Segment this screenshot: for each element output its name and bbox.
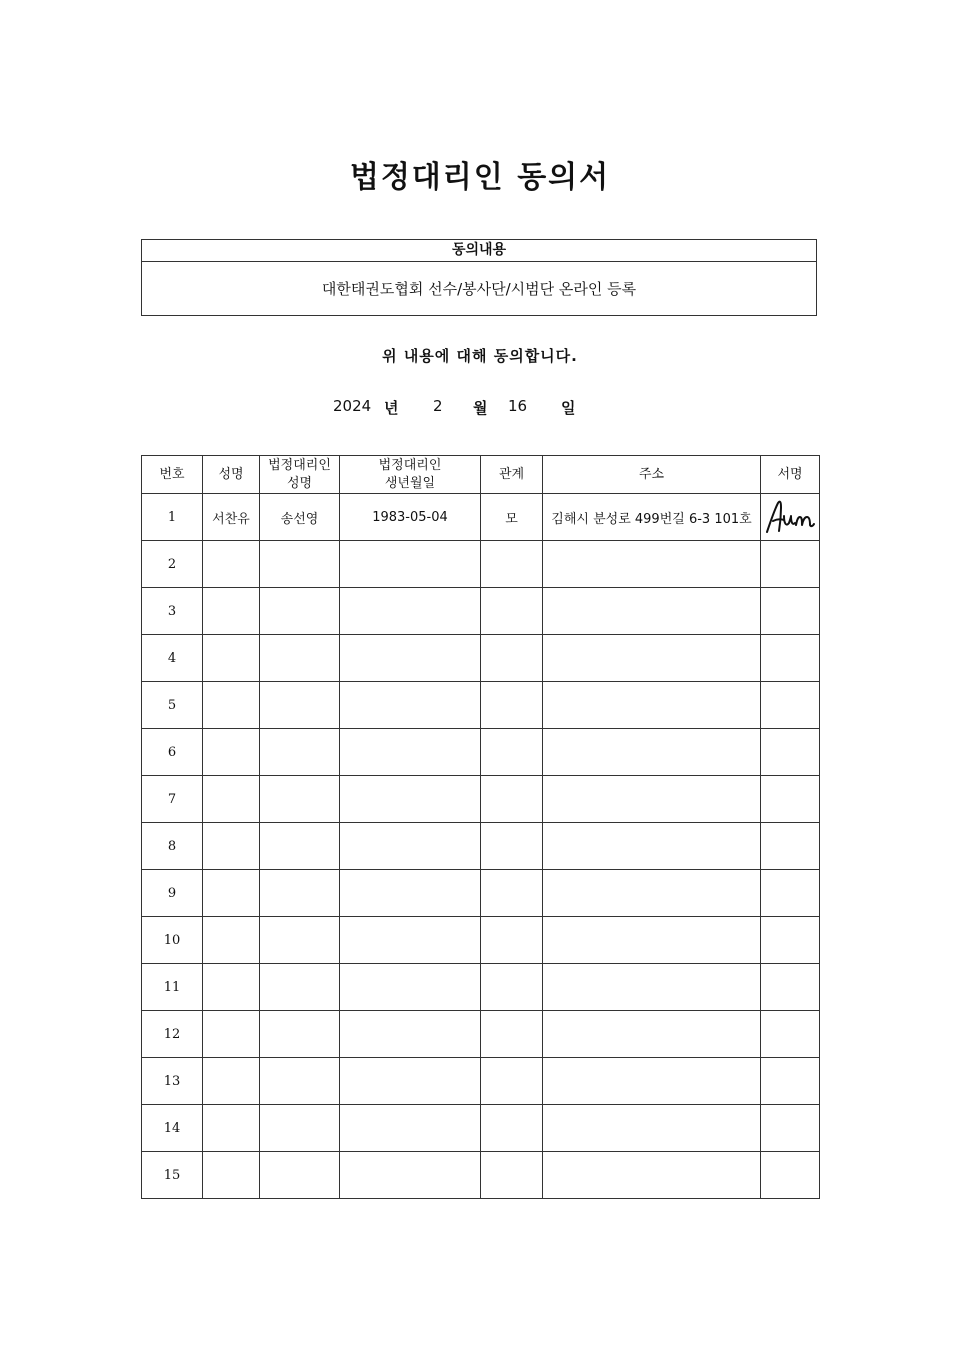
- row-relation: [481, 870, 543, 917]
- row-name: [203, 1152, 260, 1199]
- table-row: [142, 917, 820, 964]
- table-row: [142, 635, 820, 682]
- row-name: [203, 964, 260, 1011]
- header-no: 번호: [142, 456, 203, 494]
- row-guardian-birth: [340, 588, 481, 635]
- row-address: [543, 729, 761, 776]
- row-signature: [761, 1152, 820, 1199]
- row-name: [203, 635, 260, 682]
- row-guardian-name: [260, 823, 340, 870]
- row-no: 1: [142, 494, 203, 541]
- row-address: [543, 635, 761, 682]
- row-guardian-name: [260, 917, 340, 964]
- row-relation: [481, 1058, 543, 1105]
- consent-box: [141, 239, 817, 316]
- row-signature: [761, 1058, 820, 1105]
- header-guardian-name: [260, 456, 340, 494]
- row-address: [543, 776, 761, 823]
- row-guardian-birth: [340, 1058, 481, 1105]
- row-guardian-name: [260, 682, 340, 729]
- consent-content: 대한태권도협회 선수/봉사단/시범단 온라인 등록: [321, 280, 637, 298]
- row-guardian-birth: [340, 917, 481, 964]
- date-day-label: 일: [561, 399, 576, 417]
- row-guardian-birth: [340, 964, 481, 1011]
- table-row: [142, 588, 820, 635]
- row-name: [203, 588, 260, 635]
- row-guardian-name: [260, 870, 340, 917]
- row-signature: [761, 729, 820, 776]
- row-guardian-name: [260, 776, 340, 823]
- row-relation: [481, 1152, 543, 1199]
- row-guardian-birth: 1983-05-04: [340, 494, 481, 541]
- row-relation: [481, 823, 543, 870]
- row-relation: [481, 588, 543, 635]
- row-guardian-name: [260, 1058, 340, 1105]
- table-row: [142, 729, 820, 776]
- date-day: 16: [508, 397, 528, 415]
- row-name: [203, 1058, 260, 1105]
- row-address: [543, 964, 761, 1011]
- row-relation: [481, 964, 543, 1011]
- row-address: [543, 588, 761, 635]
- date-year-label: 년: [384, 399, 399, 417]
- header-signature: 서명: [761, 456, 820, 494]
- row-relation: [481, 776, 543, 823]
- row-guardian-birth: [340, 1011, 481, 1058]
- row-signature: [761, 917, 820, 964]
- row-address: [543, 1058, 761, 1105]
- row-guardian-birth: [340, 1105, 481, 1152]
- row-no: 10: [142, 917, 203, 964]
- table-row: [142, 1058, 820, 1105]
- table-row: [142, 964, 820, 1011]
- row-signature: [761, 635, 820, 682]
- row-guardian-name: [260, 729, 340, 776]
- header-guardian-birth: [340, 456, 481, 494]
- row-guardian-name: [260, 1011, 340, 1058]
- table-row: [142, 1152, 820, 1199]
- table-row: [142, 682, 820, 729]
- row-name: [203, 541, 260, 588]
- consent-header: 동의내용: [142, 240, 816, 262]
- header-guardian-birth-line2: 생년월일: [384, 475, 436, 491]
- row-no: 14: [142, 1105, 203, 1152]
- row-name: [203, 682, 260, 729]
- row-guardian-name: [260, 635, 340, 682]
- row-name: [203, 917, 260, 964]
- table-row: [142, 1011, 820, 1058]
- row-name: [203, 776, 260, 823]
- row-relation: [481, 635, 543, 682]
- row-name: [203, 823, 260, 870]
- row-signature: [761, 964, 820, 1011]
- row-guardian-name: [260, 964, 340, 1011]
- row-signature: [761, 682, 820, 729]
- row-address: [543, 870, 761, 917]
- row-guardian-birth: [340, 870, 481, 917]
- row-no: 6: [142, 729, 203, 776]
- row-signature: [761, 870, 820, 917]
- row-name: [203, 1011, 260, 1058]
- date-month: 2: [433, 397, 443, 415]
- row-no: 8: [142, 823, 203, 870]
- row-no: 3: [142, 588, 203, 635]
- document-title: 법정대리인 동의서: [349, 160, 611, 195]
- row-no: 5: [142, 682, 203, 729]
- row-no: 13: [142, 1058, 203, 1105]
- row-relation: [481, 1011, 543, 1058]
- handwritten-signature: [764, 499, 816, 535]
- row-relation: [481, 917, 543, 964]
- date-month-label: 월: [473, 399, 488, 417]
- date-year: 2024: [333, 397, 372, 415]
- table-row: [142, 1105, 820, 1152]
- row-name: 서찬유: [203, 494, 260, 541]
- row-guardian-birth: [340, 823, 481, 870]
- row-guardian-birth: [340, 729, 481, 776]
- header-guardian-name-line1: 법정대리인: [268, 457, 331, 473]
- header-guardian-birth-line1: 법정대리인: [378, 457, 442, 473]
- row-signature: [761, 776, 820, 823]
- row-relation: [481, 682, 543, 729]
- row-address: [543, 1011, 761, 1058]
- header-relation: 관계: [481, 456, 543, 494]
- guardian-roster-table: [141, 455, 820, 1199]
- table-row: [142, 494, 820, 541]
- row-address: [543, 1152, 761, 1199]
- table-row: [142, 870, 820, 917]
- row-guardian-name: [260, 1105, 340, 1152]
- row-signature: [761, 494, 820, 541]
- row-signature: [761, 541, 820, 588]
- row-no: 7: [142, 776, 203, 823]
- row-address: [543, 1105, 761, 1152]
- row-no: 11: [142, 964, 203, 1011]
- row-guardian-birth: [340, 682, 481, 729]
- row-signature: [761, 1105, 820, 1152]
- table-header-row: [142, 456, 820, 494]
- row-name: [203, 1105, 260, 1152]
- row-guardian-name: [260, 541, 340, 588]
- row-address: [543, 917, 761, 964]
- row-guardian-birth: [340, 541, 481, 588]
- row-name: [203, 870, 260, 917]
- row-relation: [481, 729, 543, 776]
- header-name: 성명: [203, 456, 260, 494]
- row-guardian-name: [260, 1152, 340, 1199]
- table-row: [142, 541, 820, 588]
- row-no: 15: [142, 1152, 203, 1199]
- row-address: [543, 823, 761, 870]
- row-relation: 모: [481, 494, 543, 541]
- header-address: 주소: [543, 456, 761, 494]
- row-no: 9: [142, 870, 203, 917]
- row-address: [543, 541, 761, 588]
- row-name: [203, 729, 260, 776]
- row-relation: [481, 541, 543, 588]
- header-guardian-name-line2: 성명: [286, 475, 313, 491]
- row-guardian-birth: [340, 1152, 481, 1199]
- row-no: 4: [142, 635, 203, 682]
- row-guardian-birth: [340, 635, 481, 682]
- row-guardian-birth: [340, 776, 481, 823]
- row-signature: [761, 588, 820, 635]
- row-address: [543, 682, 761, 729]
- agreement-statement: 위 내용에 대해 동의합니다.: [382, 347, 578, 365]
- table-row: [142, 823, 820, 870]
- row-signature: [761, 823, 820, 870]
- row-no: 2: [142, 541, 203, 588]
- row-guardian-name: [260, 588, 340, 635]
- row-address: 김해시 분성로 499번길 6-3 101호: [543, 494, 761, 541]
- row-no: 12: [142, 1011, 203, 1058]
- table-row: [142, 776, 820, 823]
- row-relation: [481, 1105, 543, 1152]
- row-signature: [761, 1011, 820, 1058]
- row-guardian-name: 송선영: [260, 494, 340, 541]
